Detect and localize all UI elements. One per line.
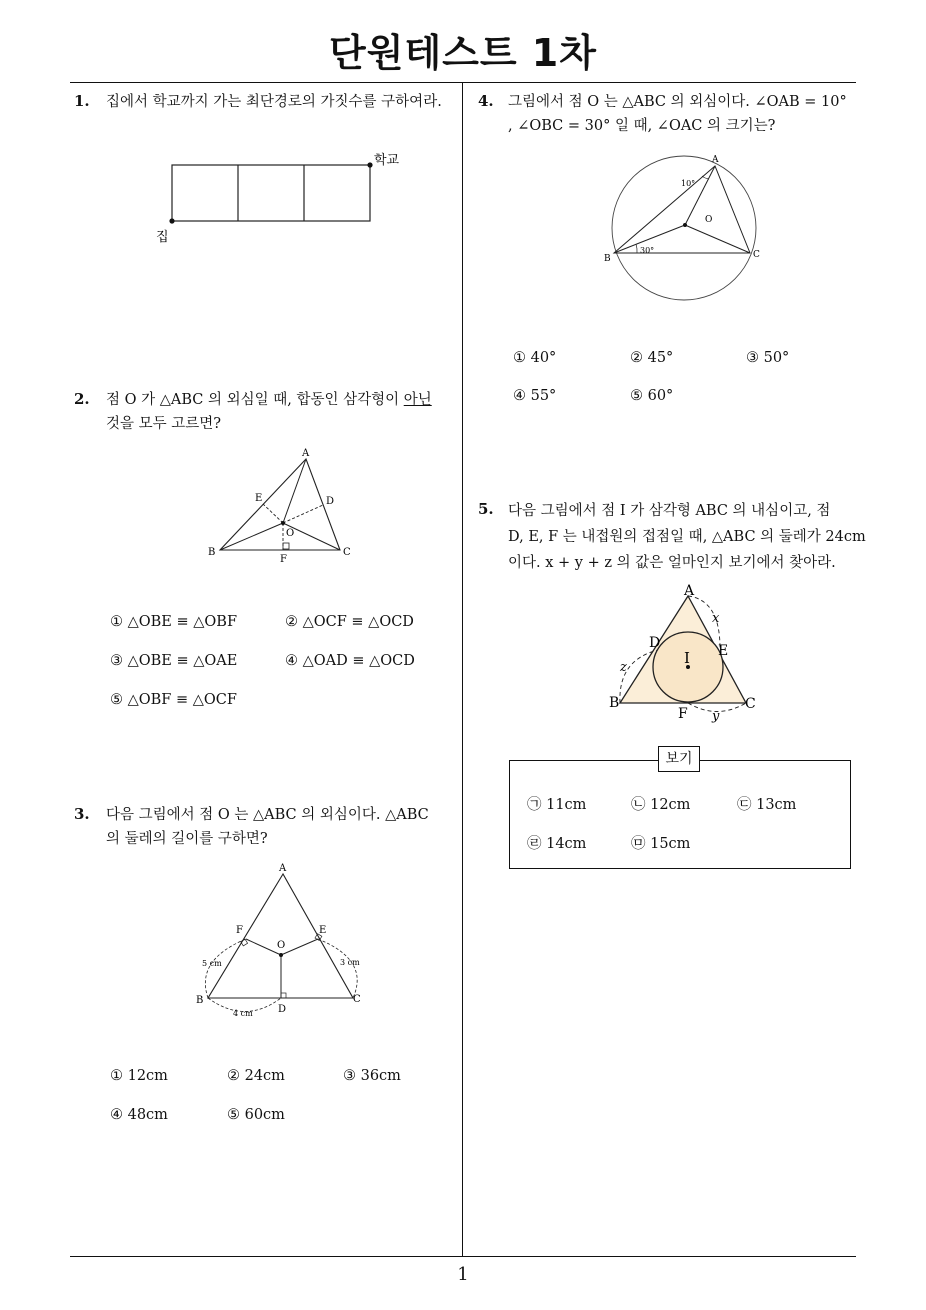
question-3-option-1[interactable]: ① 12cm [110, 1068, 168, 1084]
question-4-option-1[interactable]: ① 40° [513, 350, 557, 366]
label-f: F [678, 706, 688, 722]
question-5-incircle-figure [600, 580, 770, 725]
label-angle-a: 10° [681, 179, 696, 188]
label-c: C [353, 994, 361, 1005]
question-2-option-4[interactable]: ④ △OAD ≡ △OCD [285, 653, 415, 669]
question-1-number: 1. [74, 92, 90, 110]
label-b: B [208, 547, 216, 558]
question-3-number: 3. [74, 805, 90, 823]
question-4-option-5[interactable]: ⑤ 60° [630, 388, 674, 404]
label-z: z [620, 660, 627, 675]
label-o: O [705, 215, 713, 225]
bogi-option-2[interactable]: ㉡ 12cm [631, 797, 691, 813]
question-5-text-a: 다음 그림에서 점 I 가 삼각형 ABC 의 내심이고, 점 [508, 503, 831, 519]
label-f: F [280, 554, 287, 565]
bottom-rule [70, 1256, 856, 1257]
question-3-option-3[interactable]: ③ 36cm [343, 1068, 401, 1084]
label-f: F [236, 925, 243, 936]
label-a: A [684, 583, 695, 599]
label-len-bf: 5 cm [202, 959, 222, 968]
label-i: I [684, 649, 690, 667]
question-3-text-a: 다음 그림에서 점 O 는 △ABC 의 외심이다. △ABC [106, 807, 429, 823]
question-5-text-b: D, E, F 는 내접원의 접점일 때, △ABC 의 둘레가 24cm [508, 529, 866, 545]
question-3-text [106, 803, 462, 851]
bogi-option-1[interactable]: ㉠ 11cm [527, 797, 587, 813]
label-y: y [712, 709, 720, 724]
label-x: x [712, 611, 720, 626]
label-b: B [609, 695, 620, 711]
question-2-number: 2. [74, 390, 90, 408]
question-1-grid-figure [140, 145, 420, 255]
question-5-number: 5. [478, 500, 494, 518]
label-b: B [196, 995, 204, 1006]
label-o: O [286, 528, 295, 539]
question-5-text-c: 이다. x + y + z 의 값은 얼마인지 보기에서 찾아라. [508, 555, 836, 571]
question-2-option-1[interactable]: ① △OBE ≡ △OBF [110, 614, 238, 630]
bogi-label: 보기 [658, 746, 700, 772]
question-5-text [508, 498, 868, 576]
label-o: O [277, 940, 286, 951]
label-school: 학교 [374, 153, 400, 168]
label-a: A [712, 155, 719, 165]
question-2-text-b: 것을 모두 고르면? [106, 416, 222, 432]
question-2-option-3[interactable]: ③ △OBE ≡ △OAE [110, 653, 238, 669]
column-divider [462, 83, 463, 1257]
question-3-text-b: 의 둘레의 길이를 구하면? [106, 831, 268, 847]
question-3-triangle-figure [190, 860, 380, 1025]
question-2-text [106, 388, 462, 436]
question-2-text-a: 점 O 가 △ABC 의 외심일 때, 합동인 삼각형이 [106, 392, 404, 408]
top-rule [70, 82, 856, 83]
question-4-option-3[interactable]: ③ 50° [746, 350, 790, 366]
question-4-option-2[interactable]: ② 45° [630, 350, 674, 366]
label-d: D [326, 496, 335, 507]
label-b: B [604, 254, 611, 264]
page-number: 1 [457, 1264, 469, 1285]
label-c: C [343, 547, 351, 558]
question-4-number: 4. [478, 92, 494, 110]
question-2-option-2[interactable]: ② △OCF ≡ △OCD [285, 614, 414, 630]
question-2-triangle-figure [200, 445, 370, 570]
question-3-option-5[interactable]: ⑤ 60cm [227, 1107, 285, 1123]
label-c: C [745, 696, 756, 712]
label-c: C [753, 250, 760, 260]
label-d: D [649, 635, 661, 651]
label-len-ce: 3 cm [340, 958, 360, 967]
question-4-circle-figure [598, 150, 773, 305]
label-e: E [255, 493, 263, 504]
question-2-option-5[interactable]: ⑤ △OBF ≡ △OCF [110, 692, 237, 708]
bogi-option-3[interactable]: ㉢ 13cm [737, 797, 797, 813]
label-home: 집 [156, 230, 169, 245]
question-4-option-4[interactable]: ④ 55° [513, 388, 557, 404]
question-4-text-b: , ∠OBC = 30° 일 때, ∠OAC 의 크기는? [508, 118, 776, 134]
question-2-underlined: 아닌 [403, 392, 432, 408]
question-3-option-2[interactable]: ② 24cm [227, 1068, 285, 1084]
bogi-option-5[interactable]: ㉤ 15cm [631, 836, 691, 852]
label-d: D [278, 1004, 287, 1015]
bogi-option-4[interactable]: ㉣ 14cm [527, 836, 587, 852]
label-angle-b: 30° [640, 246, 655, 255]
label-len-bd: 4 cm [233, 1009, 253, 1018]
label-e: E [319, 925, 327, 936]
label-e: E [718, 643, 729, 659]
label-a: A [279, 863, 287, 874]
question-3-option-4[interactable]: ④ 48cm [110, 1107, 168, 1123]
question-4-text-a: 그림에서 점 O 는 △ABC 의 외심이다. ∠OAB = 10° [508, 94, 847, 110]
question-4-text [508, 90, 868, 138]
label-a: A [302, 448, 310, 459]
question-1-text: 집에서 학교까지 가는 최단경로의 가짓수를 구하여라. [106, 94, 442, 110]
page-title: 단원테스트 1차 [329, 31, 597, 75]
